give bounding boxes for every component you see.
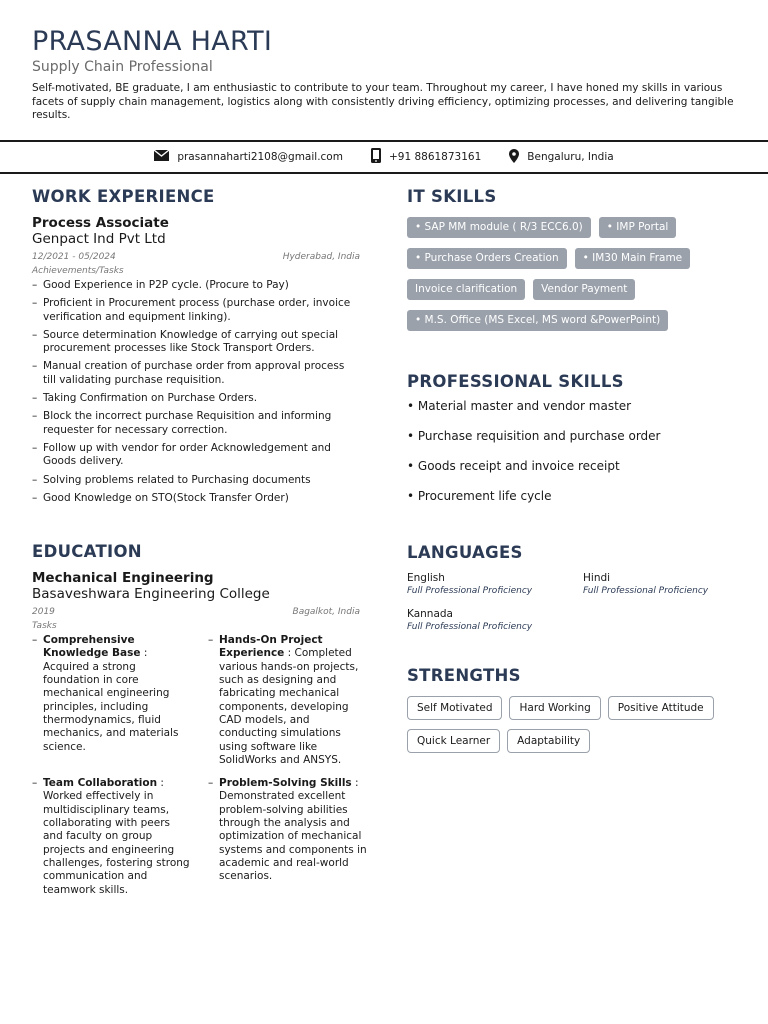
education-subheading: Tasks	[32, 621, 57, 632]
list-item: – Good Experience in P2P cycle. (Procure to Pay)	[32, 279, 360, 292]
language-item: Hindi Full Professional Proficiency	[583, 572, 709, 596]
education-location: Bagalkot, India	[292, 607, 360, 618]
right-column	[407, 186, 737, 755]
candidate-title: Supply Chain Professional	[32, 59, 213, 75]
strength-tag: Adaptability	[507, 729, 590, 753]
list-item: – Manual creation of purchase order from approval process till validating purchase requisition.	[32, 360, 360, 387]
section-heading-professional-skills: PROFESSIONAL SKILLS	[407, 372, 624, 391]
education-year: 2019	[32, 607, 55, 618]
map-pin-icon	[509, 149, 519, 166]
languages-list	[407, 572, 737, 633]
list-item: – Solving problems related to Purchasing documents	[32, 474, 360, 487]
list-item: – Block the incorrect purchase Requisition and informing requester for necessary correction.	[32, 410, 360, 437]
resume-header	[32, 26, 742, 123]
skill-tag: • SAP MM module ( R/3 ECC6.0)	[407, 217, 591, 238]
languages-section	[407, 542, 737, 633]
contact-phone[interactable]	[371, 148, 481, 166]
job-meta	[32, 251, 360, 263]
strengths-tags	[407, 696, 737, 755]
it-skills-tags	[407, 217, 737, 333]
section-heading-strengths: STRENGTHS	[407, 666, 521, 685]
achievement-list	[32, 279, 360, 505]
phone-icon	[371, 148, 381, 166]
strength-tag: Quick Learner	[407, 729, 500, 753]
education-meta	[32, 606, 360, 618]
email-text: prasannaharti2108@gmail.com	[177, 151, 343, 163]
skill-tag: • IMP Portal	[599, 217, 677, 238]
list-item: • Material master and vendor master	[407, 399, 632, 413]
degree-title: Mechanical Engineering	[32, 570, 214, 587]
list-item: – Problem-Solving Skills : Demonstrated excellent problem-solving abilities through the analysis and optimization of mechanical systems and components in academic and real-world scenarios.	[208, 777, 368, 897]
section-heading-education: EDUCATION	[32, 542, 142, 562]
strength-tag: Positive Attitude	[608, 696, 714, 720]
location-text: Bengaluru, India	[527, 151, 614, 163]
envelope-icon	[154, 150, 169, 164]
skill-tag: Vendor Payment	[533, 279, 635, 300]
skill-tag: • IM30 Main Frame	[575, 248, 691, 269]
list-item: – Good Knowledge on STO(Stock Transfer Order)	[32, 492, 360, 505]
list-item: – Team Collaboration : Worked effectively in multidisciplinary teams, collaborating with peers and faculty on group projects and engineering challenges, fostering strong communication and teamwork skills.	[32, 777, 192, 897]
list-item: – Follow up with vendor for order Acknowledgement and Goods delivery.	[32, 442, 360, 469]
company-name: Genpact Ind Pvt Ltd	[32, 231, 166, 247]
section-heading-languages: LANGUAGES	[407, 543, 523, 562]
job-title: Process Associate	[32, 215, 169, 231]
job-subheading: Achievements/Tasks	[32, 266, 124, 276]
summary-text: Self-motivated, BE graduate, I am enthusiastic to contribute to your team. Throughout my career, I have honed my skills in various facets of supply chain management, logistics along with consistently driving efficiency, optimizing processes, and delivering tangible results.	[32, 82, 734, 121]
skill-tag: • Purchase Orders Creation	[407, 248, 567, 269]
it-skills-section	[407, 186, 737, 333]
strengths-section	[407, 665, 737, 755]
job-dates: 12/2021 - 05/2024	[32, 252, 116, 262]
education-section	[32, 541, 367, 897]
strength-tag: Self Motivated	[407, 696, 502, 720]
list-item: – Taking Confirmation on Purchase Orders.	[32, 392, 360, 405]
candidate-name: PRASANNA HARTI	[32, 26, 273, 57]
section-heading-work: WORK EXPERIENCE	[32, 187, 215, 206]
education-tasks	[32, 634, 367, 897]
list-item: – Comprehensive Knowledge Base : Acquired a strong foundation in core mechanical engineering principles, including thermodynamics, fluid mechanics, and materials science.	[32, 634, 192, 767]
contact-location	[509, 149, 613, 166]
left-column	[32, 186, 367, 897]
language-item: English Full Professional Proficiency	[407, 572, 533, 596]
list-item: • Goods receipt and invoice receipt	[407, 459, 620, 473]
college-name: Basaveshwara Engineering College	[32, 586, 270, 603]
contact-email[interactable]	[154, 150, 343, 164]
strength-tag: Hard Working	[509, 696, 600, 720]
contact-bar	[0, 140, 768, 174]
list-item: • Procurement life cycle	[407, 489, 552, 503]
skill-tag: • M.S. Office (MS Excel, MS word &PowerPoint)	[407, 310, 668, 331]
phone-text: +91 8861873161	[388, 151, 482, 163]
job-location: Hyderabad, India	[282, 252, 360, 262]
section-heading-it-skills: IT SKILLS	[407, 187, 497, 206]
list-item: – Source determination Knowledge of carrying out special procurement processes like Stock Transport Orders.	[32, 329, 360, 356]
professional-skills-section	[407, 371, 737, 504]
list-item: – Proficient in Procurement process (purchase order, invoice verification and equipment linking).	[32, 297, 360, 324]
skill-tag: Invoice clarification	[407, 279, 525, 300]
work-experience-section	[32, 186, 360, 505]
language-item: Kannada Full Professional Proficiency	[407, 608, 533, 632]
list-item: • Purchase requisition and purchase order	[407, 429, 661, 443]
list-item: – Hands-On Project Experience : Completed various hands-on projects, such as designing and fabricating mechanical components, developing CAD models, and conducting simulations using software like SolidWorks and ANSYS.	[208, 634, 368, 767]
